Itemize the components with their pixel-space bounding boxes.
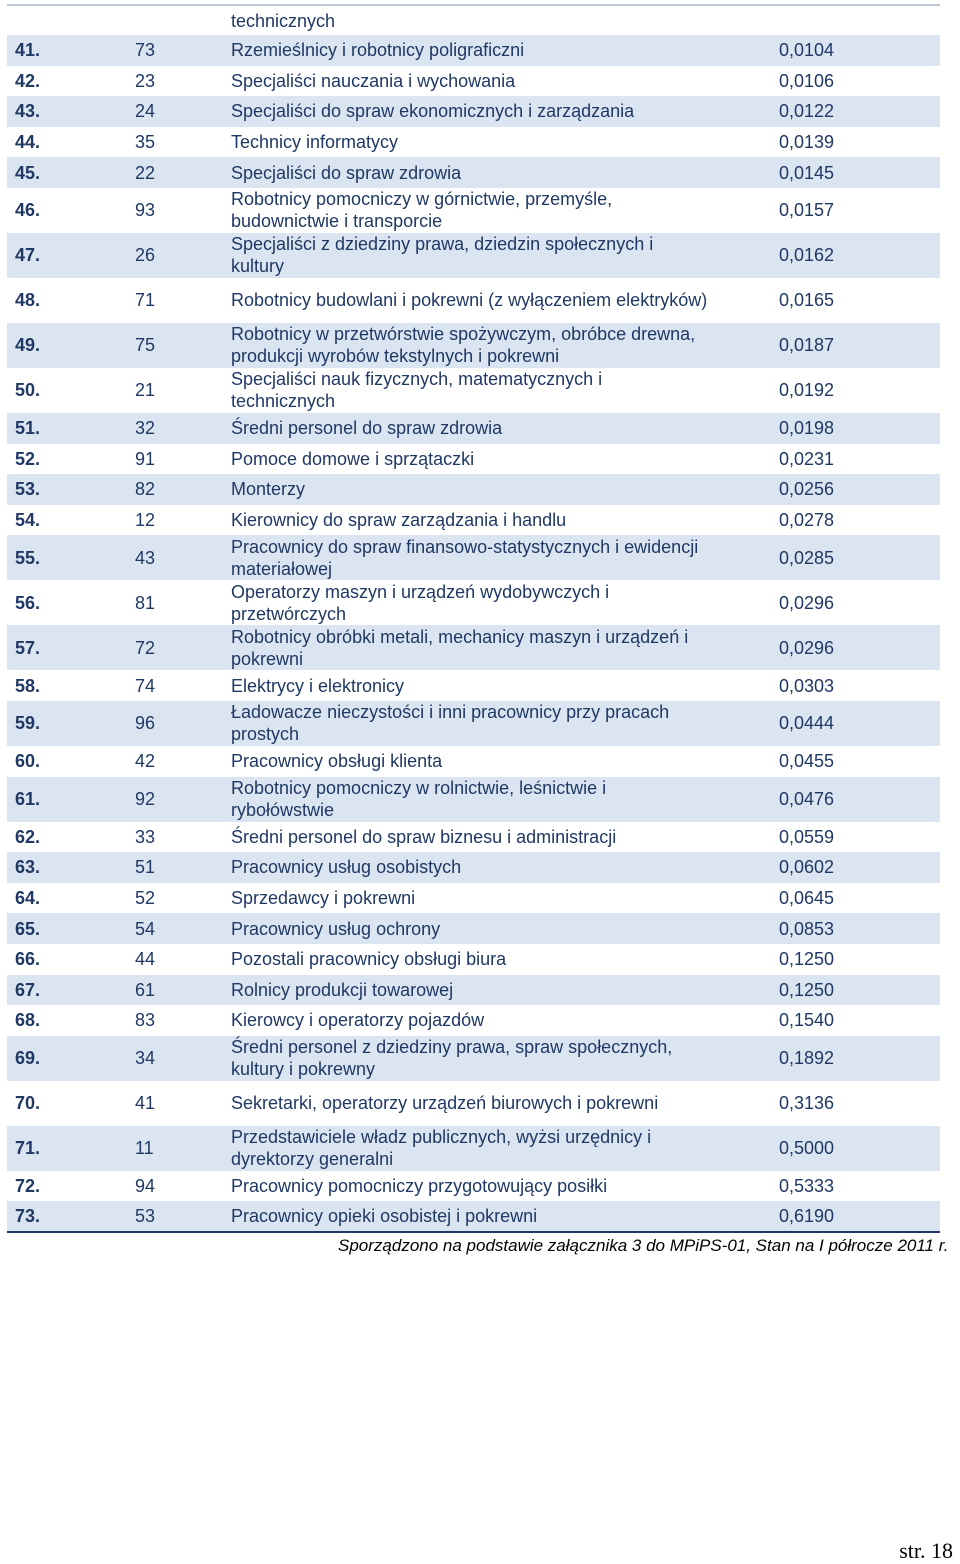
table-row <box>7 535 940 580</box>
table-row <box>7 777 940 822</box>
table-row <box>7 368 940 413</box>
coefficient-value-cell: 0,0231 <box>779 448 835 469</box>
occupation-name-cell: Sekretarki, operatorzy urządzeń biurowych i pokrewni <box>231 1093 659 1114</box>
occupation-name-cell: Średni personel do spraw biznesu i administracji <box>231 826 617 847</box>
coefficient-value-cell: 0,0476 <box>779 777 940 822</box>
code-cell: 61 <box>135 975 231 1006</box>
code-cell: 96 <box>135 701 231 746</box>
code-cell: 91 <box>135 448 156 469</box>
occupation-name-cell: Pracownicy do spraw finansowo-statystycznych i ewidencji materiałowej <box>231 535 779 580</box>
occupation-name-cell: Specjaliści nauk fizycznych, matematycznych i technicznych <box>231 369 603 412</box>
lp-cell: 55. <box>7 535 135 580</box>
lp-cell: 44. <box>15 132 41 153</box>
code-cell: 73 <box>135 35 231 66</box>
code-cell: 72 <box>135 625 231 670</box>
coefficient-value-cell: 0,0198 <box>779 413 940 444</box>
table-row <box>7 746 940 777</box>
coefficient-value-cell: 0,0106 <box>779 70 835 91</box>
lp-cell: 73. <box>7 1201 135 1232</box>
table-body <box>7 5 940 1232</box>
occupation-name-cell: Monterzy <box>231 474 779 505</box>
table-row <box>7 1036 940 1081</box>
coefficient-value-cell: 0,0165 <box>779 290 835 311</box>
occupation-name-cell: Specjaliści do spraw zdrowia <box>231 157 779 188</box>
table-row <box>7 822 940 853</box>
lp-cell: 58. <box>15 675 41 696</box>
coefficient-value-cell: 0,0602 <box>779 852 940 883</box>
occupation-name-cell: Robotnicy pomocniczy w górnictwie, przemyśle, budownictwie i transporcie <box>231 189 613 232</box>
page-number: str. 18 <box>899 1538 953 1563</box>
occupation-name-cell: Pomoce domowe i sprzątaczki <box>231 448 475 469</box>
coefficient-value-cell: 0,1540 <box>779 1010 835 1031</box>
occupation-name-cell: Średni personel z dziedziny prawa, spraw społecznych, kultury i pokrewny <box>231 1036 779 1081</box>
coefficient-value-cell: 0,0444 <box>779 701 940 746</box>
coefficient-value-cell: 0,6190 <box>779 1201 940 1232</box>
code-cell: 53 <box>135 1201 231 1232</box>
lp-cell: 50. <box>15 380 41 401</box>
code-cell: 26 <box>135 233 231 278</box>
table-row <box>7 127 940 158</box>
lp-cell: 47. <box>7 233 135 278</box>
code-cell: 51 <box>135 852 231 883</box>
table-row <box>7 474 940 505</box>
coefficient-value-cell: 0,1250 <box>779 975 940 1006</box>
occupation-name-cell: Pracownicy usług ochrony <box>231 913 779 944</box>
coefficient-value-cell: 0,0559 <box>779 826 835 847</box>
lp-cell: 67. <box>7 975 135 1006</box>
table-row <box>7 1171 940 1202</box>
occupation-name-cell: Robotnicy w przetwórstwie spożywczym, obróbce drewna, produkcji wyrobów tekstylnych i pokrewni <box>231 323 779 368</box>
code-cell: 21 <box>135 380 156 401</box>
lp-cell: 56. <box>15 592 41 613</box>
lp-cell: 63. <box>7 852 135 883</box>
table-row <box>7 975 940 1006</box>
coefficient-value-cell: 0,5000 <box>779 1126 940 1171</box>
occupation-name-cell: Pracownicy pomocniczy przygotowujący posiłki <box>231 1175 608 1196</box>
code-cell: 94 <box>135 1175 156 1196</box>
occupation-name-cell: Specjaliści nauczania i wychowania <box>231 70 516 91</box>
code-cell: 75 <box>135 323 231 368</box>
coefficient-value-cell: 0,0162 <box>779 233 940 278</box>
coefficient-value-cell: 0,0157 <box>779 200 835 221</box>
table-row <box>7 883 940 914</box>
lp-cell: 71. <box>7 1126 135 1171</box>
occupation-name-cell: Pracownicy obsługi klienta <box>231 751 443 772</box>
table-row <box>7 66 940 97</box>
coefficient-value-cell: 0,0296 <box>779 592 835 613</box>
code-cell: 74 <box>135 675 156 696</box>
occupation-name-cell: Elektrycy i elektronicy <box>231 675 405 696</box>
code-cell: 11 <box>135 1126 231 1171</box>
coefficient-value-cell: 0,1250 <box>779 949 835 970</box>
occupation-name-cell: Średni personel do spraw zdrowia <box>231 413 779 444</box>
table-row <box>7 233 940 278</box>
table-row <box>7 188 940 233</box>
lp-cell: 72. <box>15 1175 41 1196</box>
lp-cell: 42. <box>15 70 41 91</box>
lp-cell: 48. <box>15 290 41 311</box>
occupation-name-cell: Specjaliści do spraw ekonomicznych i zarządzania <box>231 96 779 127</box>
lp-cell: 57. <box>7 625 135 670</box>
code-cell: 42 <box>135 751 156 772</box>
table-row <box>7 157 940 188</box>
lp-cell: 60. <box>15 751 41 772</box>
lp-cell: 46. <box>15 200 41 221</box>
occupation-name-cell: Pracownicy usług osobistych <box>231 852 779 883</box>
occupation-name-cell: Pozostali pracownicy obsługi biura <box>231 949 507 970</box>
occupation-name-cell: Robotnicy obróbki metali, mechanicy maszyn i urządzeń i pokrewni <box>231 625 779 670</box>
table-row <box>7 625 940 670</box>
table-row <box>7 944 940 975</box>
occupation-name-cell: Specjaliści z dziedziny prawa, dziedzin społecznych i kultury <box>231 233 779 278</box>
code-cell: 34 <box>135 1036 231 1081</box>
code-cell: 33 <box>135 826 156 847</box>
lp-cell: 69. <box>7 1036 135 1081</box>
occupation-name-cell: Ładowacze nieczystości i inni pracownicy przy pracach prostych <box>231 701 779 746</box>
lp-cell: 70. <box>15 1093 41 1114</box>
lp-cell: 64. <box>15 888 41 909</box>
lp-cell: 49. <box>7 323 135 368</box>
source-note: Sporządzono na podstawie załącznika 3 do MPiPS-01, Stan na I półrocze 2011 r. <box>338 1236 949 1255</box>
lp-cell: 41. <box>7 35 135 66</box>
coefficient-value-cell: 0,0104 <box>779 35 940 66</box>
occupation-name-cell: Rzemieślnicy i robotnicy poligraficzni <box>231 35 779 66</box>
continued-code-cell <box>135 5 231 35</box>
lp-cell: 59. <box>7 701 135 746</box>
table-row <box>7 701 940 746</box>
lp-cell: 53. <box>7 474 135 505</box>
code-cell: 23 <box>135 70 156 91</box>
table-row <box>7 913 940 944</box>
occupation-name-cell: Robotnicy pomocniczy w rolnictwie, leśnictwie i rybołówstwie <box>231 777 779 822</box>
code-cell: 82 <box>135 474 231 505</box>
code-cell: 83 <box>135 1010 156 1031</box>
table-row <box>7 670 940 701</box>
continued-lp-cell <box>7 5 135 35</box>
code-cell: 81 <box>135 592 156 613</box>
table-row <box>7 1201 940 1232</box>
coefficient-value-cell: 0,0645 <box>779 888 835 909</box>
lp-cell: 45. <box>7 157 135 188</box>
occupation-name-cell: Robotnicy budowlani i pokrewni (z wyłączeniem elektryków) <box>231 290 708 311</box>
coefficient-value-cell: 0,3136 <box>779 1093 835 1114</box>
coefficient-value-cell: 0,0278 <box>779 510 835 531</box>
coefficient-value-cell: 0,0192 <box>779 380 835 401</box>
code-cell: 41 <box>135 1093 156 1114</box>
lp-cell: 61. <box>7 777 135 822</box>
table-row <box>7 323 940 368</box>
occupation-name-cell: Operatorzy maszyn i urządzeń wydobywczych i przetwórczych <box>231 581 610 624</box>
occupation-name-cell: Technicy informatycy <box>231 132 399 153</box>
occupation-name-cell: Kierowcy i operatorzy pojazdów <box>231 1010 485 1031</box>
coefficient-value-cell: 0,0303 <box>779 675 835 696</box>
occupation-name-cell: Pracownicy opieki osobistej i pokrewni <box>231 1201 779 1232</box>
lp-cell: 43. <box>7 96 135 127</box>
table-row <box>7 580 940 625</box>
table-row <box>7 1081 940 1126</box>
coefficient-value-cell: 0,1892 <box>779 1036 940 1081</box>
coefficient-value-cell: 0,0122 <box>779 96 940 127</box>
occupation-name-cell: Kierownicy do spraw zarządzania i handlu <box>231 510 567 531</box>
lp-cell: 66. <box>15 949 41 970</box>
code-cell: 12 <box>135 510 156 531</box>
table-row <box>7 1126 940 1171</box>
coefficient-value-cell: 0,0296 <box>779 625 940 670</box>
code-cell: 22 <box>135 157 231 188</box>
coefficient-value-cell: 0,0145 <box>779 157 940 188</box>
table-row <box>7 35 940 66</box>
code-cell: 44 <box>135 949 156 970</box>
table-row <box>7 1005 940 1036</box>
occupation-coefficient-table <box>7 4 940 1233</box>
table-row <box>7 96 940 127</box>
lp-cell: 68. <box>15 1010 41 1031</box>
code-cell: 43 <box>135 535 231 580</box>
code-cell: 71 <box>135 290 156 311</box>
code-cell: 35 <box>135 132 156 153</box>
code-cell: 32 <box>135 413 231 444</box>
continued-row <box>7 5 940 35</box>
code-cell: 93 <box>135 200 156 221</box>
lp-cell: 62. <box>15 826 41 847</box>
coefficient-value-cell: 0,0853 <box>779 913 940 944</box>
table-row <box>7 505 940 536</box>
code-cell: 24 <box>135 96 231 127</box>
lp-cell: 54. <box>15 510 41 531</box>
coefficient-value-cell: 0,0455 <box>779 751 835 772</box>
code-cell: 54 <box>135 913 231 944</box>
occupation-name-cell: Przedstawiciele władz publicznych, wyżsi urzędnicy i dyrektorzy generalni <box>231 1126 779 1171</box>
coefficient-value-cell: 0,0187 <box>779 323 940 368</box>
coefficient-value-cell: 0,0139 <box>779 132 835 153</box>
table-row <box>7 413 940 444</box>
coefficient-value-cell: 0,0256 <box>779 474 940 505</box>
lp-cell: 51. <box>7 413 135 444</box>
occupation-name-cell: Rolnicy produkcji towarowej <box>231 975 779 1006</box>
table-row <box>7 444 940 475</box>
coefficient-value-cell: 0,0285 <box>779 535 940 580</box>
code-cell: 92 <box>135 777 231 822</box>
table-row <box>7 852 940 883</box>
continued-name-cell: technicznych <box>231 10 336 31</box>
code-cell: 52 <box>135 888 156 909</box>
coefficient-value-cell: 0,5333 <box>779 1175 835 1196</box>
occupation-name-cell: Sprzedawcy i pokrewni <box>231 888 416 909</box>
continued-value-cell <box>779 5 940 35</box>
table-row <box>7 278 940 323</box>
lp-cell: 65. <box>7 913 135 944</box>
lp-cell: 52. <box>15 448 41 469</box>
